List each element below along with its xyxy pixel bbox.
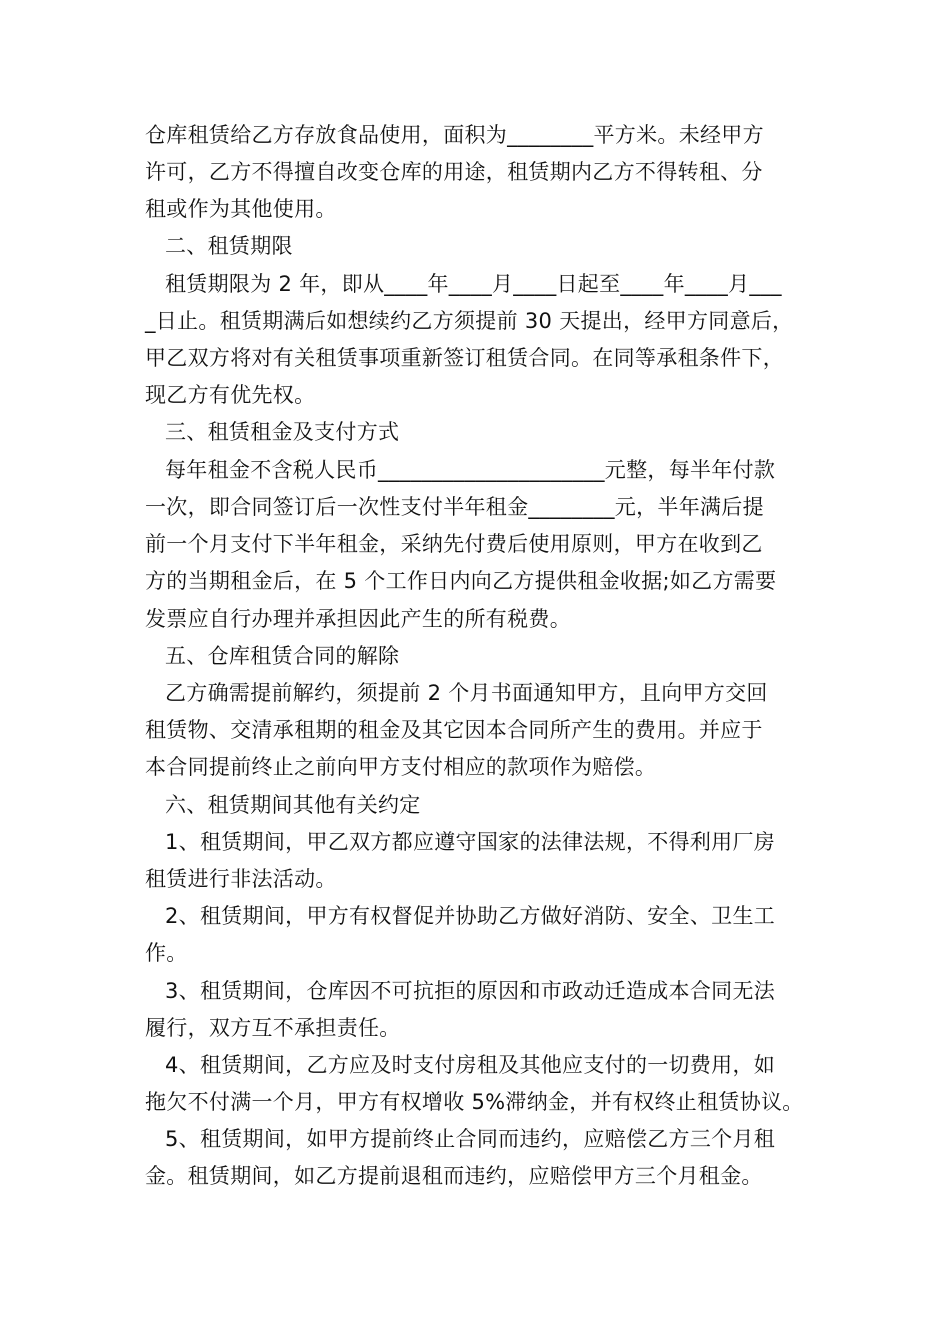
paragraph-line: 一次，即合同签订后一次性支付半年租金________元，半年满后提	[145, 495, 764, 519]
paragraph-line: 租或作为其他使用。	[145, 197, 337, 221]
paragraph-line: 拖欠不付满一个月，甲方有权增收 5%滞纳金，并有权终止租赁协议。	[145, 1090, 804, 1114]
paragraph-line: 现乙方有优先权。	[145, 383, 316, 407]
section-heading: 六、租赁期间其他有关约定	[165, 793, 421, 817]
paragraph-line: 甲乙双方将对有关租赁事项重新签订租赁合同。在同等承租条件下，	[145, 346, 784, 370]
paragraph-line: 前一个月支付下半年租金，采纳先付费后使用原则，甲方在收到乙	[145, 532, 763, 556]
paragraph-line: 每年租金不含税人民币_____________________元整，每半年付款	[165, 458, 776, 482]
paragraph-line: 发票应自行办理并承担因此产生的所有税费。	[145, 607, 571, 631]
paragraph-line: 方的当期租金后，在 5 个工作日内向乙方提供租金收据;如乙方需要	[145, 569, 777, 593]
paragraph-line: 2、租赁期间，甲方有权督促并协助乙方做好消防、安全、卫生工	[165, 904, 776, 928]
paragraph-line: 1、租赁期间，甲乙双方都应遵守国家的法律法规，不得利用厂房	[165, 830, 776, 854]
paragraph-line: 许可，乙方不得擅自改变仓库的用途，租赁期内乙方不得转租、分	[145, 160, 763, 184]
paragraph-line: 本合同提前终止之前向甲方支付相应的款项作为赔偿。	[145, 755, 657, 779]
paragraph-line: 5、租赁期间，如甲方提前终止合同而违约，应赔偿乙方三个月租	[165, 1127, 776, 1151]
paragraph-line: 乙方确需提前解约，须提前 2 个月书面通知甲方，且向甲方交回	[165, 681, 768, 705]
section-heading: 五、仓库租赁合同的解除	[165, 644, 400, 668]
paragraph-line: 租赁进行非法活动。	[145, 867, 337, 891]
section-heading: 二、租赁期限	[165, 234, 293, 258]
paragraph-line: 仓库租赁给乙方存放食品使用，面积为________平方米。未经甲方	[145, 123, 764, 147]
paragraph-line: 租赁物、交清承租期的租金及其它因本合同所产生的费用。并应于	[145, 718, 763, 742]
paragraph-line: 履行，双方互不承担责任。	[145, 1016, 401, 1040]
paragraph-line: 作。	[145, 941, 188, 965]
section-heading: 三、租赁租金及支付方式	[165, 420, 400, 444]
paragraph-line: 3、租赁期间，仓库因不可抗拒的原因和市政动迁造成本合同无法	[165, 979, 776, 1003]
paragraph-line: 金。租赁期间，如乙方提前退租而违约，应赔偿甲方三个月租金。	[145, 1164, 763, 1188]
paragraph-line: 4、租赁期间，乙方应及时支付房租及其他应支付的一切费用，如	[165, 1053, 776, 1077]
paragraph-line: _日止。租赁期满后如想续约乙方须提前 30 天提出，经甲方同意后，	[145, 309, 794, 333]
paragraph-line: 租赁期限为 2 年，即从____年____月____日起至____年____月___	[165, 272, 782, 296]
